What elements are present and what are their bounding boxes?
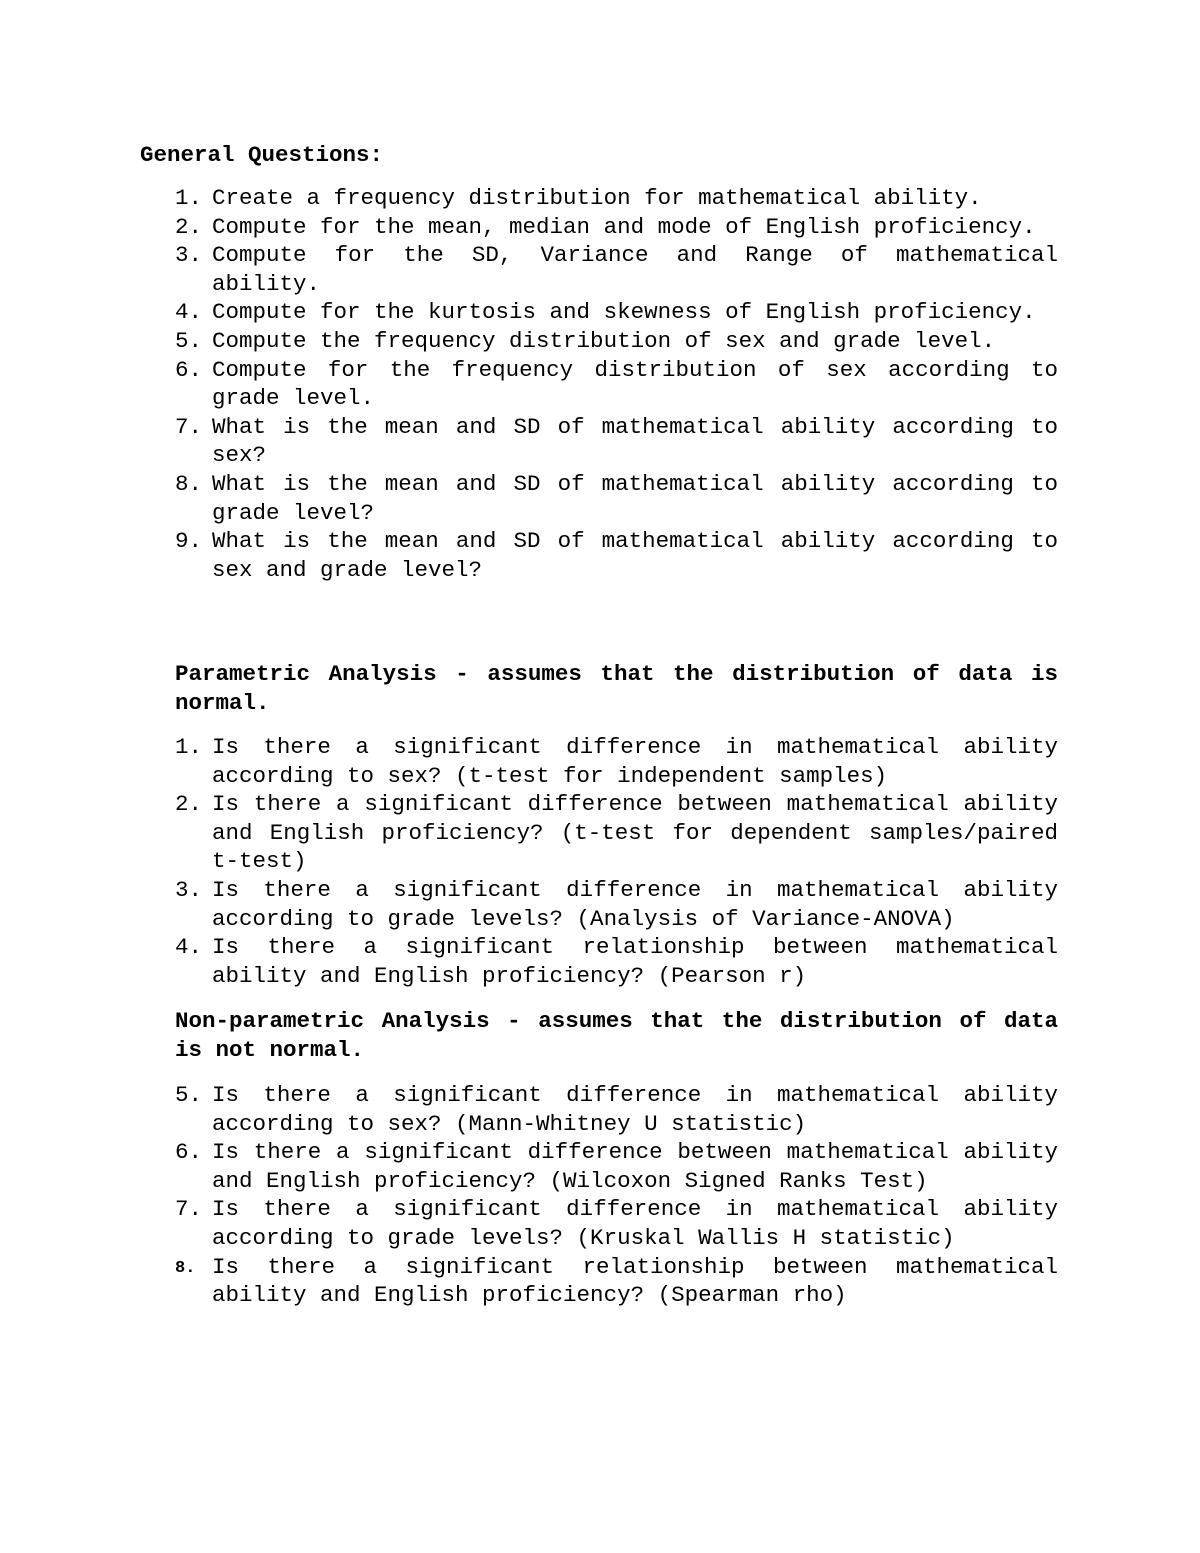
item-text: Is there a significant difference in mathematical ability according to sex? (Mann-Whitney U statistic): [212, 1082, 1058, 1137]
parametric-questions-list: [175, 733, 1058, 990]
general-questions-section: [175, 184, 1058, 584]
item-number: 8.: [175, 470, 203, 497]
item-number: 8.: [175, 1258, 196, 1278]
item-text: What is the mean and SD of mathematical ability according to sex?: [212, 413, 1058, 469]
item-text: Is there a significant difference between mathematical ability and English proficiency? (t-test for dependent samples/paired t-test): [212, 791, 1058, 875]
item-text: Is there a significant difference in mathematical ability according to sex? (t-test for independent samples): [212, 734, 1058, 789]
list-item: [175, 213, 1058, 242]
list-item: [175, 1195, 1058, 1252]
item-text: Compute for the kurtosis and skewness of English proficiency.: [212, 299, 1036, 326]
item-text: Is there a significant difference in mathematical ability according to grade levels? (Kruskal Wallis H statistic): [212, 1196, 1058, 1251]
nonparametric-questions-section: [175, 1081, 1058, 1310]
list-item: [175, 527, 1058, 584]
item-text: Compute for the mean, median and mode of English proficiency.: [212, 213, 1036, 240]
item-text: Compute for the SD, Variance and Range of mathematical ability.: [212, 242, 1058, 297]
item-number: 6.: [175, 1139, 203, 1166]
list-item: [175, 470, 1058, 527]
list-item: [175, 1081, 1058, 1138]
item-number: 9.: [175, 528, 203, 555]
general-questions-heading: General Questions:: [140, 142, 384, 168]
nonparametric-questions-list: [175, 1081, 1058, 1310]
list-item: [175, 876, 1058, 933]
item-text: Compute for the frequency distribution of sex according to grade level.: [212, 356, 1058, 412]
item-number: 1.: [175, 185, 203, 211]
item-number: 5.: [175, 327, 203, 354]
item-number: 5.: [175, 1082, 203, 1108]
list-item: [175, 241, 1058, 298]
list-item: [175, 733, 1058, 790]
list-item: [175, 184, 1058, 213]
nonparametric-analysis-heading: Non-parametric Analysis - assumes that the distribution of data is not normal.: [175, 1008, 1058, 1063]
item-text: Is there a significant difference in mathematical ability according to grade levels? (Analysis of Variance-ANOVA): [212, 876, 1058, 932]
item-number: 4.: [175, 934, 203, 961]
list-item: [175, 933, 1058, 990]
item-text: What is the mean and SD of mathematical ability according to grade level?: [212, 470, 1058, 526]
item-number: 7.: [175, 1196, 203, 1223]
nonparametric-analysis-section: [175, 1007, 1058, 1064]
list-item: [175, 413, 1058, 470]
item-number: 3.: [175, 876, 203, 903]
item-text: Compute the frequency distribution of sex and grade level.: [212, 327, 996, 354]
list-item: [175, 790, 1058, 876]
parametric-analysis-section: [175, 660, 1058, 717]
item-text: What is the mean and SD of mathematical ability according to sex and grade level?: [212, 528, 1058, 583]
item-text: Is there a significant difference between mathematical ability and English proficiency? (Wilcoxon Signed Ranks Test): [212, 1139, 1058, 1194]
item-number: 4.: [175, 299, 203, 326]
list-item: [175, 327, 1058, 356]
item-text: Create a frequency distribution for mathematical ability.: [212, 185, 982, 211]
general-questions-list: [175, 184, 1058, 584]
list-item: [175, 1253, 1058, 1310]
item-number: 6.: [175, 356, 203, 383]
item-number: 2.: [175, 791, 203, 818]
item-number: 2.: [175, 213, 203, 240]
item-text: Is there a significant relationship between mathematical ability and English proficiency? (Spearman rho): [212, 1253, 1058, 1309]
parametric-analysis-heading: Parametric Analysis - assumes that the distribution of data is normal.: [175, 661, 1058, 716]
item-text: Is there a significant relationship between mathematical ability and English proficiency? (Pearson r): [212, 934, 1058, 989]
item-number: 7.: [175, 413, 203, 440]
list-item: [175, 298, 1058, 327]
parametric-questions-section: [175, 733, 1058, 990]
list-item: [175, 1138, 1058, 1195]
item-number: 3.: [175, 242, 203, 269]
item-number: 1.: [175, 734, 203, 760]
list-item: [175, 356, 1058, 413]
